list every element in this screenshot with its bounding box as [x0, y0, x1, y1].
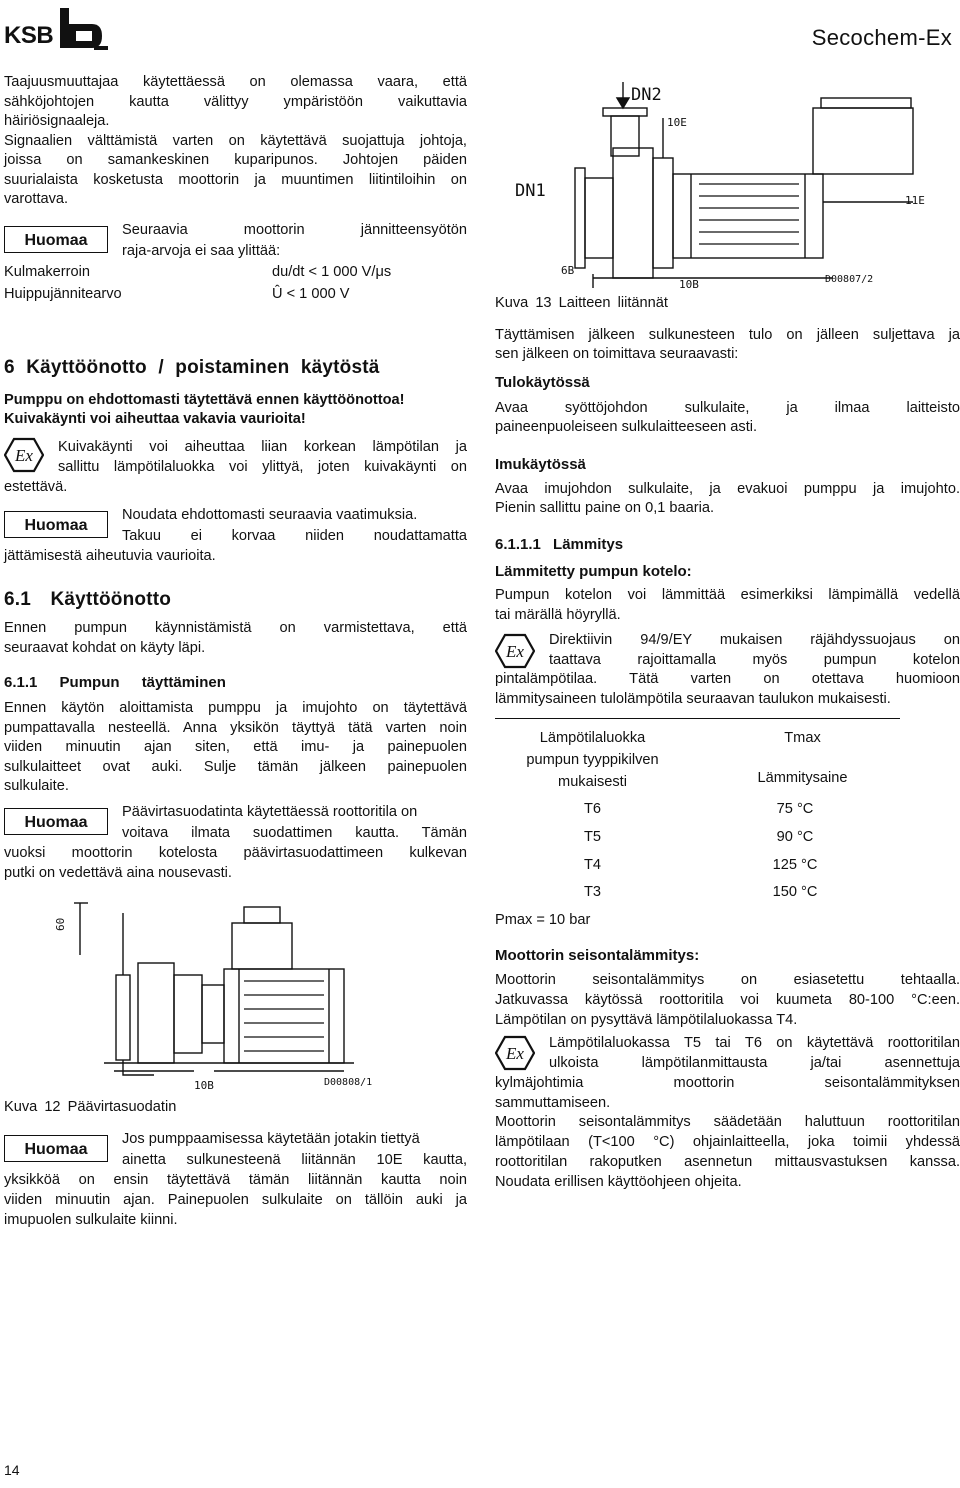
note-text: Takuu ei korvaa niiden noudattamatta	[122, 528, 467, 544]
limits-table	[4, 263, 467, 307]
note-label: Huomaa	[4, 808, 108, 835]
note-text: Päävirtasuodatinta käytettäessä roottoritila on	[122, 804, 418, 820]
drawing-code: D00807/2	[825, 274, 874, 285]
header-text: Lämmitysaine	[757, 770, 848, 786]
fill-paragraph	[4, 699, 467, 797]
header-text: mukaisesti	[558, 774, 627, 790]
brand-name: KSB	[4, 22, 54, 49]
dim-label-60: 60	[54, 917, 67, 931]
temperature-class-table	[495, 718, 960, 933]
ex-explosion-protection-icon	[495, 633, 535, 669]
limit-row	[4, 263, 467, 285]
temp-class: T4	[583, 857, 602, 873]
text-line: lämpötilaan (T<100 °C) ohjainlaitteella, joka toimii yhdessä	[495, 1134, 960, 1150]
note-text: ainetta sulkunesteenä liitännän 10E kautta,	[122, 1152, 467, 1168]
text-line: Taajuusmuuttajaa käytettäessä on olemassa vaara, että	[4, 74, 467, 90]
figure-13-device-connections	[513, 78, 953, 293]
text-line: viiden minuutin ajan siten, että imu- ja painepuolen	[4, 739, 467, 755]
ex-text: estettävä.	[4, 479, 68, 495]
limit-row	[4, 285, 467, 307]
text-line: Lämpötilan on pysyttävä lämpötilaluokassa T4.	[495, 1012, 798, 1028]
right-column	[495, 0, 960, 1488]
table-row	[495, 829, 900, 855]
tmax-value: 125 °C	[772, 857, 818, 873]
tmax-value: 90 °C	[776, 829, 814, 845]
label-dn2: DN2	[631, 85, 662, 105]
limit-value: Û < 1 000 V	[272, 286, 350, 302]
text-line: Noudata erillisen käyttöohjeen ohjeita.	[495, 1174, 742, 1190]
text-line: Moottorin seisontalämmitys säädetään haluttuun roottoritilan	[495, 1114, 960, 1130]
label-dn1: DN1	[515, 181, 546, 201]
note-label: Huomaa	[4, 1135, 108, 1162]
note-text: yksikköä on ensin täytettävä tämän liitännän kautta noin	[4, 1172, 467, 1188]
warning-text: Kuivakäynti voi aiheuttaa vakavia vaurioita!	[4, 411, 306, 427]
text-line: Avaa syöttöjohdon sulkulaite, ja ilmaa laitteisto	[495, 400, 960, 416]
text-line: Jatkuvassa käytössä roottoritila voi kuumeta 80-100 °C:een.	[495, 992, 960, 1008]
svg-text:Ex: Ex	[506, 642, 524, 661]
table-footer: Pmax = 10 bar	[495, 912, 591, 928]
intro-paragraph	[4, 73, 467, 210]
text-line: sulkulaitteet ovat auki. Sulje tämän jälkeen painepuolen	[4, 758, 467, 775]
drawing-code: D00808/1	[324, 1077, 373, 1088]
text-line: Avaa imujohdon sulkulaite, ja evakuoi pumppu ja imujohto.	[495, 481, 960, 497]
text-line: Täyttämisen jälkeen sulkunesteen tulo on jälleen suljettava ja	[495, 327, 960, 343]
note-text: putki on vedettävä aina nousevasti.	[4, 865, 232, 881]
text-line: sen jälkeen on toimittava seuraavasti:	[495, 346, 739, 362]
text-line: paineenpuoleiseen sulkulaitteeseen asti.	[495, 419, 758, 435]
note-text: vuoksi moottorin kotelosta päävirtasuodattimeen kulkevan	[4, 845, 467, 861]
tmax-value: 75 °C	[776, 801, 814, 817]
note-text: Noudata ehdottomasti seuraavia vaatimuksia.	[122, 507, 418, 523]
text-line: sähköjohtojen kautta välittyy ympäristöön vaikuttavia	[4, 93, 467, 110]
subsection-heading: 6.1.1 Pumpun täyttäminen	[4, 674, 226, 691]
ex-text: Kuivakäynti voi aiheuttaa liian korkean lämpötilan ja	[58, 439, 467, 455]
note-text: viiden minuutin ajan. Painepuolen sulkulaite on tällöin auki ja	[4, 1192, 467, 1208]
figure-caption: Kuva 12 Päävirtasuodatin	[4, 1099, 177, 1115]
ex-explosion-protection-icon	[4, 437, 44, 473]
text-line: joissa on samankeskinen kuparipunos. Johtojen päiden	[4, 152, 467, 168]
section-heading: 6 Käyttöönotto / poistaminen käytöstä	[4, 357, 380, 378]
document-title: Secochem-Ex	[811, 25, 952, 50]
header-text: Tmax	[784, 730, 821, 746]
text-line: Ennen käytön aloittamista pumppu ja imujohto on täytettävä	[4, 700, 467, 716]
text-line: Signaalien välttämistä varten on käytettävä suojattuja johtoja,	[4, 132, 467, 149]
header-text: pumpun tyyppikilven	[526, 752, 659, 768]
note-text: Jos pumppaamisessa käytetään jotakin tiettyä	[122, 1131, 420, 1147]
page-number: 14	[4, 1462, 20, 1478]
text-line: seuraavat kohdat on käyty läpi.	[4, 640, 206, 656]
subsection-heading: Lämmitetty pumpun kotelo:	[495, 563, 692, 580]
label-10b: 10B	[194, 1079, 214, 1092]
limit-name: Kulmakerroin	[4, 264, 90, 280]
warning-text: Pumppu on ehdottomasti täytettävä ennen käyttöönottoa!	[4, 392, 405, 408]
tmax-value: 150 °C	[772, 884, 818, 900]
label-10e: 10E	[667, 116, 687, 129]
text-line: häiriösignaaleja.	[4, 113, 110, 129]
ex-text: sallittu lämpötilaluokka voi ylittyä, joten kuivakäynti on	[58, 459, 467, 475]
temp-class: T3	[583, 884, 602, 900]
note-label: Huomaa	[4, 226, 108, 253]
ex-text: ulkoista lämpötilanmittausta ja/tai asennettuja	[549, 1055, 960, 1071]
table-row	[495, 801, 900, 827]
text-line: tai märällä höyryllä.	[495, 607, 621, 623]
note-text: jättämisestä aiheutuvia vaurioita.	[4, 548, 216, 564]
figure-caption: Kuva 13 Laitteen liitännät	[495, 295, 668, 311]
table-header-col2	[705, 727, 900, 789]
svg-text:Ex: Ex	[506, 1044, 524, 1063]
subsection-heading: Imukäytössä	[495, 456, 586, 473]
text-line: suurialaista kosketusta moottorin ja muuntimen liitintiloihin on	[4, 171, 467, 188]
text-line: pumpattavalla nesteellä. Anna yksikön täyttyä tätä varten noin	[4, 719, 467, 736]
note-label: Huomaa	[4, 511, 108, 538]
ex-text: taattava rajoittamalla myös pumpun kotelon	[549, 652, 960, 668]
note-text: voitava ilmata suodattimen kautta. Tämän	[122, 825, 467, 841]
left-column	[4, 0, 467, 1488]
ex-text: Direktiivin 94/9/EY mukaisen räjähdyssuojaus on	[549, 632, 960, 648]
text-line: varottava.	[4, 191, 69, 207]
text-line: roottoritilan rakoputken asennetun mittausvastuksen kanssa.	[495, 1154, 960, 1170]
temp-class: T6	[583, 801, 602, 817]
ex-text: sammuttamiseen.	[495, 1095, 611, 1111]
subsection-heading: 6.1.1.1 Lämmitys	[495, 536, 624, 553]
table-top-rule	[495, 718, 900, 719]
text-line: Moottorin seisontalämmitys on esiasetettu tehtaalla.	[495, 972, 960, 988]
text-line: Pumpun kotelon voi lämmittää esimerkiksi lämpimällä vedellä	[495, 587, 960, 603]
section-heading: 6.1 Käyttöönotto	[4, 589, 172, 610]
label-6b: 6B	[561, 264, 575, 277]
limit-name: Huippujännitearvo	[4, 286, 122, 302]
text-line: Ennen pumpun käynnistämistä on varmistettava, että	[4, 620, 467, 636]
subsection-heading: Tulokäytössä	[495, 374, 590, 391]
note-text: raja-arvoja ei saa ylittää:	[122, 243, 281, 259]
note-text: imupuolen sulkulaite kiinni.	[4, 1212, 178, 1228]
svg-text:Ex: Ex	[15, 446, 33, 465]
ex-text: lämmitysaineen tulolämpötila seuraavan taulukon mukaisesti.	[495, 691, 891, 707]
ex-text: kylmäjohtimia moottorin seisontalämmityksen	[495, 1075, 960, 1091]
ex-explosion-protection-icon	[495, 1035, 535, 1071]
ex-text: Lämpötilaluokassa T5 tai T6 on käytettävä roottoritilan	[549, 1035, 960, 1051]
limit-value: du/dt < 1 000 V/μs	[272, 264, 392, 280]
subsection-heading: Moottorin seisontalämmitys:	[495, 947, 700, 964]
note-text: Seuraavia moottorin jännitteensyötön	[122, 222, 467, 238]
text-line: sulkulaite.	[4, 778, 69, 794]
text-line: Pienin sallittu paine on 0,1 baaria.	[495, 500, 715, 516]
ex-text: pintalämpötilaa. Tätä varten on otettava huomioon	[495, 671, 960, 687]
table-row	[495, 857, 900, 883]
temp-class: T5	[583, 829, 602, 845]
label-10b: 10B	[679, 278, 699, 291]
figure-12-main-flow-filter	[54, 895, 384, 1095]
table-row	[495, 884, 900, 910]
header-text: Lämpötilaluokka	[539, 730, 646, 746]
label-11e: 11E	[905, 194, 925, 207]
table-header-col1	[495, 727, 690, 793]
